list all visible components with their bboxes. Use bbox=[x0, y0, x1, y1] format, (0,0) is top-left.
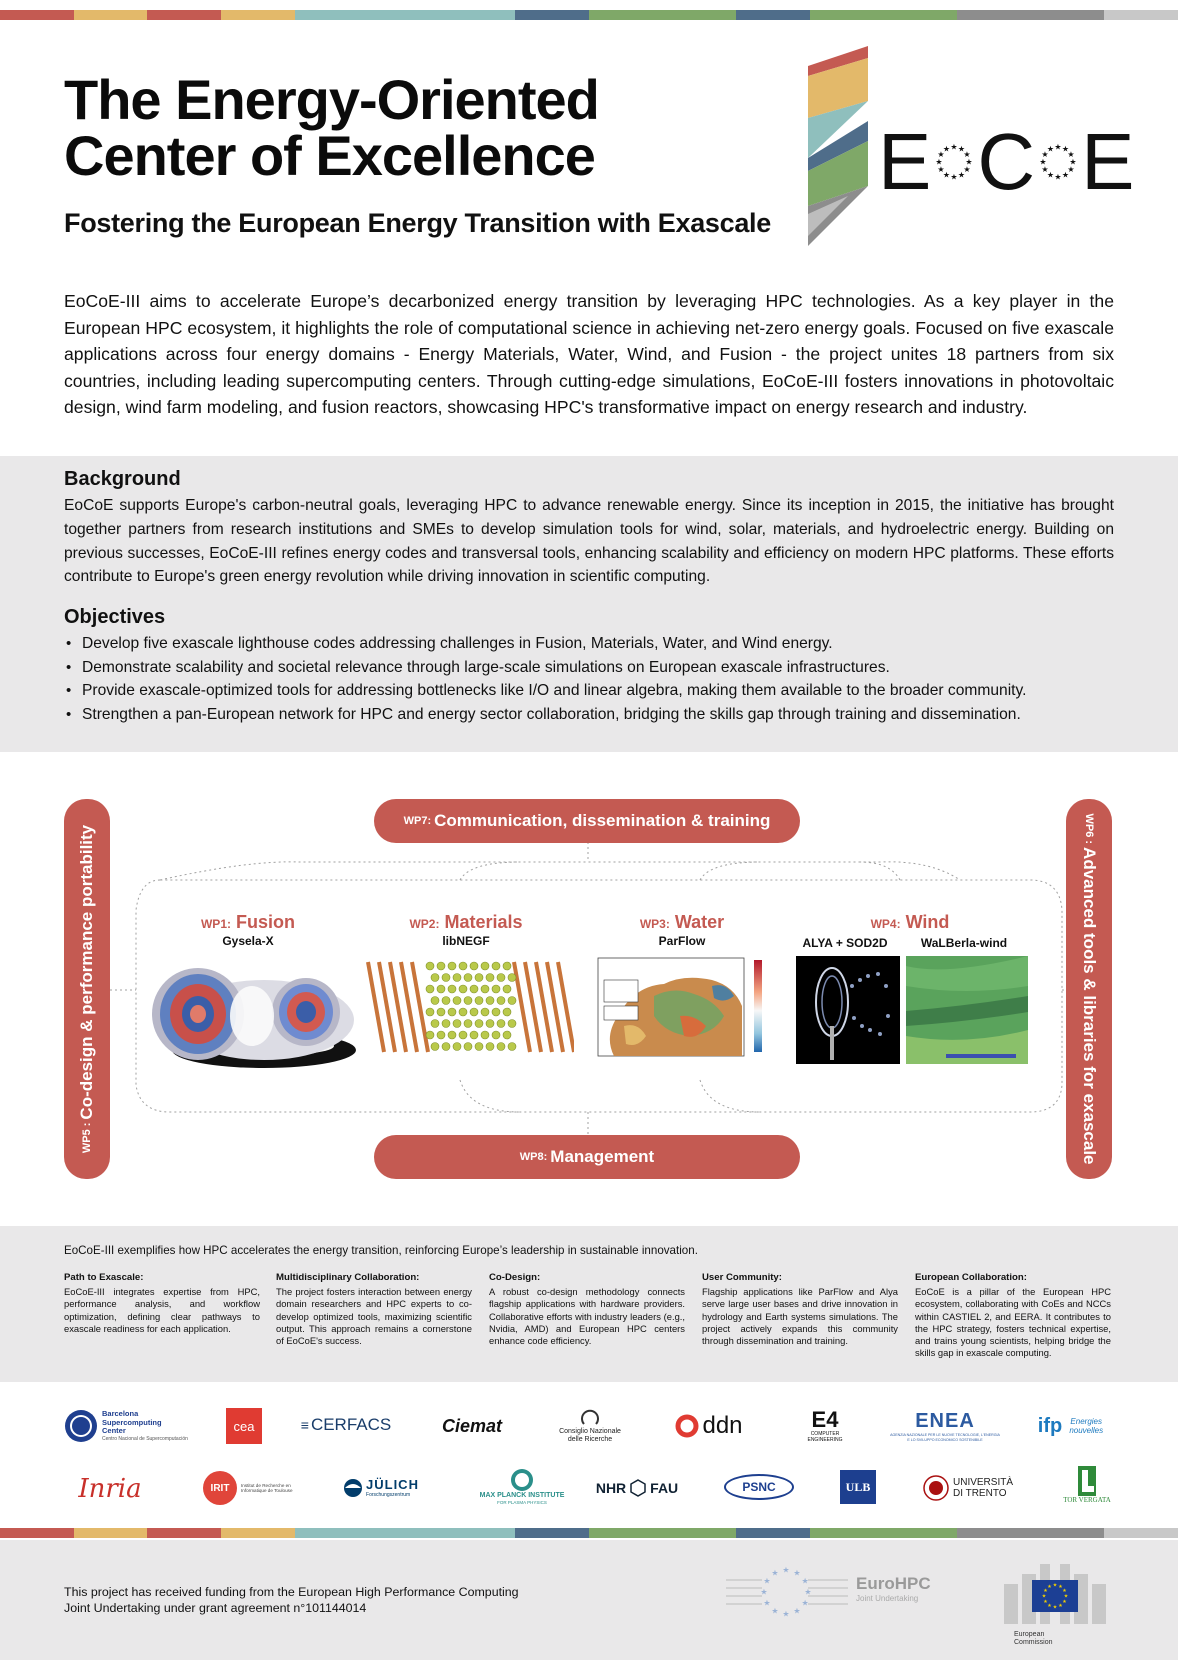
wp4-code-b: WaLBerla-wind bbox=[920, 936, 1008, 950]
stripe-segment bbox=[663, 1528, 737, 1538]
summary-column-heading: User Community: bbox=[702, 1272, 782, 1283]
star-icon: ★ bbox=[782, 1565, 790, 1575]
atom bbox=[503, 962, 511, 970]
irit-name: IRIT bbox=[203, 1471, 237, 1505]
star-icon: ★ bbox=[943, 144, 953, 154]
atom bbox=[448, 985, 456, 993]
torvergata-name: TOR VERGATA bbox=[1063, 1496, 1111, 1504]
star-icon: ★ bbox=[763, 1598, 771, 1608]
summary-column-heading: European Collaboration: bbox=[915, 1272, 1027, 1283]
star-icon: ★ bbox=[801, 1598, 809, 1608]
eu-stars-icon bbox=[935, 142, 975, 182]
ifpen-mark: ifp bbox=[1037, 1414, 1063, 1437]
stripe-segment bbox=[368, 1528, 442, 1538]
atom bbox=[453, 1020, 461, 1028]
atom bbox=[497, 1043, 505, 1051]
atom bbox=[426, 985, 434, 993]
mpi-subtitle: FOR PLASMA PHYSICS bbox=[497, 1499, 547, 1505]
wp8-label: Management bbox=[550, 1147, 655, 1166]
cnr-logo bbox=[552, 1404, 628, 1448]
wp6-number: WP6 : bbox=[1083, 813, 1095, 845]
list-item: • Provide exascale-optimized tools for addressing bottlenecks like I/O and linear algebra, making them available to the broader community. bbox=[64, 679, 1114, 703]
stripe-segment bbox=[515, 10, 589, 20]
star-icon: ★ bbox=[935, 157, 945, 167]
star-icon: ★ bbox=[1041, 1593, 1047, 1600]
atom bbox=[475, 1043, 483, 1051]
intro-paragraph: EoCoE-III aims to accelerate Europe’s decarbonized energy transition by leveraging HPC technologies. As a key player in the European HPC ecosystem, it highlights the role of computational science in achieving net-zero energy goals. Focused on five exascale applications across four energy domains - Energy Materials, Water, Wind, and Fusion - the project unites 18 partners from six countries, including leading supercomputing centers. Through cutting-edge simulations, EoCoE-III fosters innovations in photovoltaic design, wind farm modeling, and fusion reactors, showcasing HPC's transformative impact on energy research and industry. bbox=[64, 291, 1114, 418]
star-icon: ★ bbox=[1043, 1588, 1048, 1595]
mpi-name: MAX PLANCK INSTITUTE bbox=[479, 1491, 565, 1499]
star-icon: ★ bbox=[958, 144, 968, 154]
atom bbox=[508, 974, 516, 982]
star-icon: ★ bbox=[958, 170, 968, 180]
atom bbox=[470, 1031, 478, 1039]
atom bbox=[459, 962, 467, 970]
stripe-segment bbox=[1031, 1528, 1105, 1538]
star-icon: ★ bbox=[943, 170, 953, 180]
ciemat-logo: Ciemat bbox=[441, 1415, 503, 1436]
stripe-segment bbox=[515, 1528, 589, 1538]
summary-column bbox=[702, 1272, 898, 1347]
summary-column bbox=[915, 1272, 1111, 1359]
star-icon: ★ bbox=[1067, 165, 1077, 175]
wp4-code-a-card bbox=[790, 935, 900, 950]
summary-column bbox=[489, 1272, 685, 1347]
wp1-card bbox=[148, 912, 348, 948]
wp2-card bbox=[366, 912, 566, 948]
funding-line: Joint Undertaking under grant agreement n°101144014 bbox=[64, 1601, 367, 1615]
atom bbox=[459, 1031, 467, 1039]
bottom-color-stripe bbox=[0, 1528, 1178, 1538]
atom bbox=[431, 1020, 439, 1028]
summary-column-heading: Multidisciplinary Collaboration: bbox=[276, 1272, 420, 1283]
wp5-label: Co-design & performance portability bbox=[77, 824, 96, 1120]
bsc-subtitle: Centro Nacional de Supercomputación bbox=[102, 1435, 188, 1442]
star-icon: ★ bbox=[1047, 1603, 1052, 1610]
star-icon: ★ bbox=[1054, 142, 1064, 152]
atom bbox=[442, 1020, 450, 1028]
atom bbox=[497, 1020, 505, 1028]
summary-column-text: EoCoE-III integrates expertise from HPC, performance analysis, and workflow optimization, defining clear pathways to exascale readiness for each application. bbox=[64, 1286, 260, 1334]
atom bbox=[437, 985, 445, 993]
star-icon: ★ bbox=[1058, 1584, 1063, 1591]
atom bbox=[486, 997, 494, 1005]
ddn-logo bbox=[670, 1410, 748, 1442]
stripe-segment bbox=[147, 10, 221, 20]
top-color-stripe bbox=[0, 10, 1178, 20]
e4-subtitle: COMPUTER ENGINEERING bbox=[807, 1431, 843, 1443]
star-icon: ★ bbox=[782, 1609, 790, 1619]
star-icon: ★ bbox=[763, 1576, 771, 1586]
wp8-pill bbox=[374, 1135, 800, 1179]
cnr-icon bbox=[580, 1408, 600, 1428]
ddn-icon bbox=[675, 1414, 699, 1438]
stripe-segment bbox=[589, 1528, 663, 1538]
atom bbox=[442, 974, 450, 982]
atom bbox=[492, 962, 500, 970]
wp8-number: WP8: bbox=[519, 1151, 548, 1163]
atom bbox=[481, 1031, 489, 1039]
atom bbox=[437, 1008, 445, 1016]
wp5-number: WP5 : bbox=[81, 1122, 93, 1154]
atom bbox=[492, 1008, 500, 1016]
star-icon: ★ bbox=[1043, 1599, 1048, 1606]
wp2-number: WP2: bbox=[409, 917, 440, 931]
star-icon: ★ bbox=[1054, 172, 1064, 182]
atom bbox=[481, 985, 489, 993]
page-subtitle: Fostering the European Energy Transition with Exascale bbox=[64, 208, 771, 238]
summary-column-heading: Co-Design: bbox=[489, 1272, 541, 1283]
star-icon: ★ bbox=[937, 150, 947, 160]
star-icon: ★ bbox=[1062, 1588, 1067, 1595]
wind-turbine-wake-image bbox=[796, 956, 900, 1064]
mpi-icon bbox=[510, 1468, 534, 1492]
atom bbox=[508, 997, 516, 1005]
stripe-segment bbox=[0, 10, 74, 20]
stripe-segment bbox=[663, 10, 737, 20]
wp3-card bbox=[592, 912, 772, 948]
wp4-label: Wind bbox=[905, 912, 950, 932]
star-icon: ★ bbox=[1041, 150, 1051, 160]
star-icon: ★ bbox=[804, 1587, 812, 1597]
star-icon: ★ bbox=[965, 157, 975, 167]
stripe-segment bbox=[295, 1528, 369, 1538]
stripe-segment bbox=[884, 10, 958, 20]
stripe-segment bbox=[810, 1528, 884, 1538]
trento-logo bbox=[920, 1470, 1020, 1506]
cerfacs-logo bbox=[302, 1412, 390, 1438]
stripe-segment bbox=[1104, 1528, 1178, 1538]
star-icon: ★ bbox=[771, 1568, 779, 1578]
star-icon: ★ bbox=[1039, 157, 1049, 167]
atom bbox=[475, 974, 483, 982]
atom bbox=[470, 962, 478, 970]
wp4-code-a: ALYA + SOD2D bbox=[802, 936, 888, 950]
star-icon: ★ bbox=[1047, 144, 1057, 154]
atom bbox=[508, 1020, 516, 1028]
atom bbox=[464, 1020, 472, 1028]
e4-logo bbox=[800, 1404, 850, 1448]
stripe-segment bbox=[295, 10, 369, 20]
wp2-code: libNEGF bbox=[442, 934, 490, 948]
wp7-pill bbox=[374, 799, 800, 843]
materials-lattice-image bbox=[364, 958, 574, 1056]
torvergata-logo bbox=[1052, 1462, 1122, 1508]
julich-subtitle: Forschungszentrum bbox=[366, 1492, 411, 1498]
star-icon: ★ bbox=[1062, 144, 1072, 154]
stripe-segment bbox=[442, 10, 516, 20]
atom bbox=[486, 1020, 494, 1028]
logo-letter-e1: E bbox=[878, 117, 934, 206]
psnc-logo: PSNC bbox=[724, 1474, 794, 1500]
atom bbox=[486, 974, 494, 982]
star-icon: ★ bbox=[1069, 157, 1079, 167]
atom bbox=[508, 1043, 516, 1051]
atom bbox=[453, 1043, 461, 1051]
stripe-segment bbox=[736, 10, 810, 20]
atom bbox=[437, 962, 445, 970]
atom bbox=[426, 1031, 434, 1039]
atom bbox=[431, 974, 439, 982]
irit-subtitle: Institut de Recherche en Informatique de Toulouse bbox=[241, 1482, 293, 1493]
atom bbox=[459, 985, 467, 993]
eocoe-logo bbox=[808, 46, 1137, 246]
summary-column-text: EoCoE is a pillar of the European HPC ecosystem, collaborating with CoEs and NCCs within CASTIEL 2, and EERA. It contributes to the HPC strategy, fosters technical expertise, and trains young scientists, helping bridge the skills gap in exascale computing. bbox=[915, 1286, 1111, 1359]
enea-logo bbox=[890, 1406, 1000, 1446]
star-icon: ★ bbox=[1047, 170, 1057, 180]
wp6-label: Advanced tools & libraries for exascale bbox=[1080, 847, 1099, 1165]
atom bbox=[475, 997, 483, 1005]
trento-seal-icon bbox=[923, 1475, 949, 1501]
atom bbox=[464, 1043, 472, 1051]
star-icon: ★ bbox=[1052, 1604, 1058, 1611]
wp4-code-b-card bbox=[904, 935, 1024, 950]
fau-name: FAU bbox=[650, 1480, 679, 1496]
wp5-pill bbox=[64, 799, 110, 1179]
atom bbox=[503, 1008, 511, 1016]
wp4-number: WP4: bbox=[870, 917, 901, 931]
atom bbox=[431, 997, 439, 1005]
stripe-segment bbox=[589, 10, 663, 20]
wp3-number: WP3: bbox=[639, 917, 670, 931]
wp6-pill bbox=[1066, 799, 1112, 1179]
wp7-number: WP7: bbox=[403, 815, 432, 827]
bsc-logo bbox=[64, 1406, 194, 1446]
stripe-segment bbox=[1031, 10, 1105, 20]
bsc-name: Barcelona Supercomputing Center bbox=[102, 1409, 162, 1436]
nhr-fau-logo bbox=[594, 1474, 680, 1502]
inria-logo: Inria bbox=[78, 1474, 142, 1504]
objectives-list bbox=[64, 632, 1114, 727]
irit-logo bbox=[202, 1470, 302, 1506]
star-icon: ★ bbox=[1047, 1584, 1052, 1591]
eurohpc-name: EuroHPC bbox=[856, 1574, 931, 1593]
atom bbox=[426, 962, 434, 970]
star-icon: ★ bbox=[793, 1606, 801, 1616]
stripe-segment bbox=[147, 1528, 221, 1538]
atom bbox=[497, 997, 505, 1005]
mpi-logo bbox=[462, 1464, 582, 1508]
summary-column bbox=[64, 1272, 260, 1335]
funding-line: This project has received funding from the European High Performance Computing bbox=[64, 1585, 519, 1599]
stripe-segment bbox=[221, 1528, 295, 1538]
summary-column-text: The project fosters interaction between energy domain researchers and HPC experts to co-develop optimized tools, maximizing scientific output. This approach remains a cornerstone of EoCoE's success. bbox=[276, 1286, 472, 1347]
stripe-segment bbox=[74, 10, 148, 20]
julich-logo bbox=[340, 1472, 422, 1504]
star-icon: ★ bbox=[1041, 165, 1051, 175]
atom bbox=[470, 985, 478, 993]
ifpen-name: Energies nouvelles bbox=[1069, 1417, 1104, 1435]
wp2-label: Materials bbox=[444, 912, 523, 932]
atom bbox=[431, 1043, 439, 1051]
commission-building-icon bbox=[1000, 1556, 1110, 1626]
atom bbox=[453, 997, 461, 1005]
stripe-segment bbox=[0, 1528, 74, 1538]
fusion-torus-image bbox=[146, 958, 358, 1070]
list-item: • Demonstrate scalability and societal relevance through large-scale simulations on European exascale infrastructures. bbox=[64, 656, 1114, 680]
stripe-segment bbox=[74, 1528, 148, 1538]
atom bbox=[442, 997, 450, 1005]
stripe-segment bbox=[368, 10, 442, 20]
star-icon: ★ bbox=[1067, 150, 1077, 160]
star-icon: ★ bbox=[963, 150, 973, 160]
atom bbox=[470, 1008, 478, 1016]
stripe-segment bbox=[736, 1528, 810, 1538]
star-icon: ★ bbox=[771, 1606, 779, 1616]
torvergata-icon bbox=[1076, 1466, 1098, 1496]
stripe-segment bbox=[957, 10, 1031, 20]
julich-name: JÜLICH bbox=[366, 1477, 419, 1492]
logo-letter-c: C bbox=[977, 117, 1038, 206]
star-icon: ★ bbox=[760, 1587, 768, 1597]
atom bbox=[464, 974, 472, 982]
background-heading: Background bbox=[64, 468, 181, 490]
atom bbox=[475, 1020, 483, 1028]
atom bbox=[503, 985, 511, 993]
stripe-segment bbox=[957, 1528, 1031, 1538]
list-item: • Develop five exascale lighthouse codes addressing challenges in Fusion, Materials, Water, and Wind energy. bbox=[64, 632, 1114, 656]
nhr-name: NHR bbox=[595, 1480, 627, 1496]
star-icon: ★ bbox=[1062, 170, 1072, 180]
atom bbox=[481, 962, 489, 970]
star-icon: ★ bbox=[801, 1576, 809, 1586]
star-icon: ★ bbox=[950, 172, 960, 182]
bsc-icon bbox=[64, 1409, 98, 1443]
water-europe-map-image bbox=[594, 956, 782, 1072]
atom bbox=[453, 974, 461, 982]
atom bbox=[426, 1008, 434, 1016]
ddn-name: ddn bbox=[702, 1412, 743, 1439]
atom bbox=[492, 1031, 500, 1039]
summary-column-text: A robust co-design methodology connects flagship applications with hardware providers. Collaborative efforts with industry leaders (e.g., Nvidia, AMD) and European HPC centers enhance code efficiency. bbox=[489, 1286, 685, 1347]
ulb-logo: ULB bbox=[840, 1470, 876, 1504]
list-item: • Strengthen a pan-European network for HPC and energy sector collaboration, bridging the skills gap through training and dissemination. bbox=[64, 703, 1114, 727]
wp1-label: Fusion bbox=[236, 912, 295, 932]
stripe-segment bbox=[221, 10, 295, 20]
eu-stars-icon bbox=[1039, 142, 1079, 182]
wp7-label: Communication, dissemination & training bbox=[434, 811, 771, 830]
atom bbox=[437, 1031, 445, 1039]
stripe-segment bbox=[810, 10, 884, 20]
wp3-label: Water bbox=[674, 912, 725, 932]
star-icon: ★ bbox=[1058, 1603, 1063, 1610]
logo-letter-e2: E bbox=[1081, 117, 1137, 206]
atom bbox=[448, 1008, 456, 1016]
stripe-segment bbox=[884, 1528, 958, 1538]
julich-icon bbox=[343, 1478, 363, 1498]
atom bbox=[459, 1008, 467, 1016]
nhr-hexagon-icon bbox=[629, 1479, 647, 1497]
cerfacs-name: CERFACS bbox=[310, 1415, 392, 1434]
summary-column bbox=[276, 1272, 472, 1347]
funding-statement bbox=[64, 1584, 519, 1616]
wp1-code: Gysela-X bbox=[222, 934, 274, 948]
trento-name: UNIVERSITÀ DI TRENTO bbox=[953, 1477, 1014, 1499]
star-icon: ★ bbox=[793, 1568, 801, 1578]
cerfacs-icon: ≡ bbox=[300, 1417, 309, 1433]
atom bbox=[442, 1043, 450, 1051]
stripe-segment bbox=[1104, 10, 1178, 20]
wp4-card bbox=[800, 912, 1020, 933]
logo-triangles-icon bbox=[808, 46, 878, 246]
atom bbox=[448, 1031, 456, 1039]
atom bbox=[486, 1043, 494, 1051]
star-icon: ★ bbox=[937, 165, 947, 175]
star-icon: ★ bbox=[1063, 1593, 1069, 1600]
wind-terrain-image bbox=[906, 956, 1028, 1064]
atom bbox=[464, 997, 472, 1005]
background-text: EoCoE supports Europe's carbon-neutral goals, leveraging HPC to advance renewable energy. Since its inception in 2015, the initiative has brought together partners from research institutions and SMEs to develop simulation tools for wind, solar, materials, and hydroelectric energy. Building on previous successes, EoCoE-III refines energy codes and transversal tools, enhancing scalability and efficiency on modern HPC platforms. These efforts contribute to Europe's green energy revolution while driving innovation in scientific computing. bbox=[64, 497, 1114, 586]
star-icon: ★ bbox=[1052, 1582, 1058, 1589]
objectives-heading: Objectives bbox=[64, 606, 166, 628]
atom bbox=[503, 1031, 511, 1039]
stripe-segment bbox=[442, 1528, 516, 1538]
atom bbox=[481, 1008, 489, 1016]
european-commission-logo bbox=[1000, 1556, 1110, 1646]
atom bbox=[492, 985, 500, 993]
wp1-number: WP1: bbox=[200, 917, 231, 931]
summary-lead: EoCoE-III exemplifies how HPC accelerates the energy transition, reinforcing Europe’s leadership in sustainable innovation. bbox=[64, 1244, 698, 1257]
star-icon: ★ bbox=[950, 142, 960, 152]
summary-column-text: Flagship applications like ParFlow and Alya serve large user bases and drive innovation in hydrology and Earth systems simulations. The project actively expands this community through dissemination and training. bbox=[702, 1286, 898, 1347]
cea-logo: cea bbox=[226, 1408, 262, 1444]
eurohpc-subtitle: Joint Undertaking bbox=[856, 1594, 919, 1603]
ifpen-logo bbox=[1032, 1408, 1114, 1444]
summary-column-heading: Path to Exascale: bbox=[64, 1272, 144, 1283]
enea-name: ENEA bbox=[915, 1410, 975, 1432]
star-icon: ★ bbox=[963, 165, 973, 175]
enea-subtitle: AGENZIA NAZIONALE PER LE NUOVE TECNOLOGIE, L'ENERGIA E LO SVILUPPO ECONOMICO SOSTENIBILE bbox=[890, 1433, 1000, 1442]
e4-name: E4 bbox=[811, 1407, 839, 1432]
page-title: The Energy-Oriented Center of Excellence bbox=[64, 68, 599, 187]
eurohpc-stars-icon bbox=[722, 1560, 852, 1620]
eurohpc-logo bbox=[722, 1560, 931, 1620]
star-icon: ★ bbox=[1062, 1599, 1067, 1606]
cnr-name: Consiglio Nazionale delle Ricerche bbox=[559, 1428, 621, 1443]
atom bbox=[497, 974, 505, 982]
commission-name: European Commission bbox=[1014, 1631, 1053, 1646]
atom bbox=[448, 962, 456, 970]
wp3-code: ParFlow bbox=[658, 934, 706, 948]
